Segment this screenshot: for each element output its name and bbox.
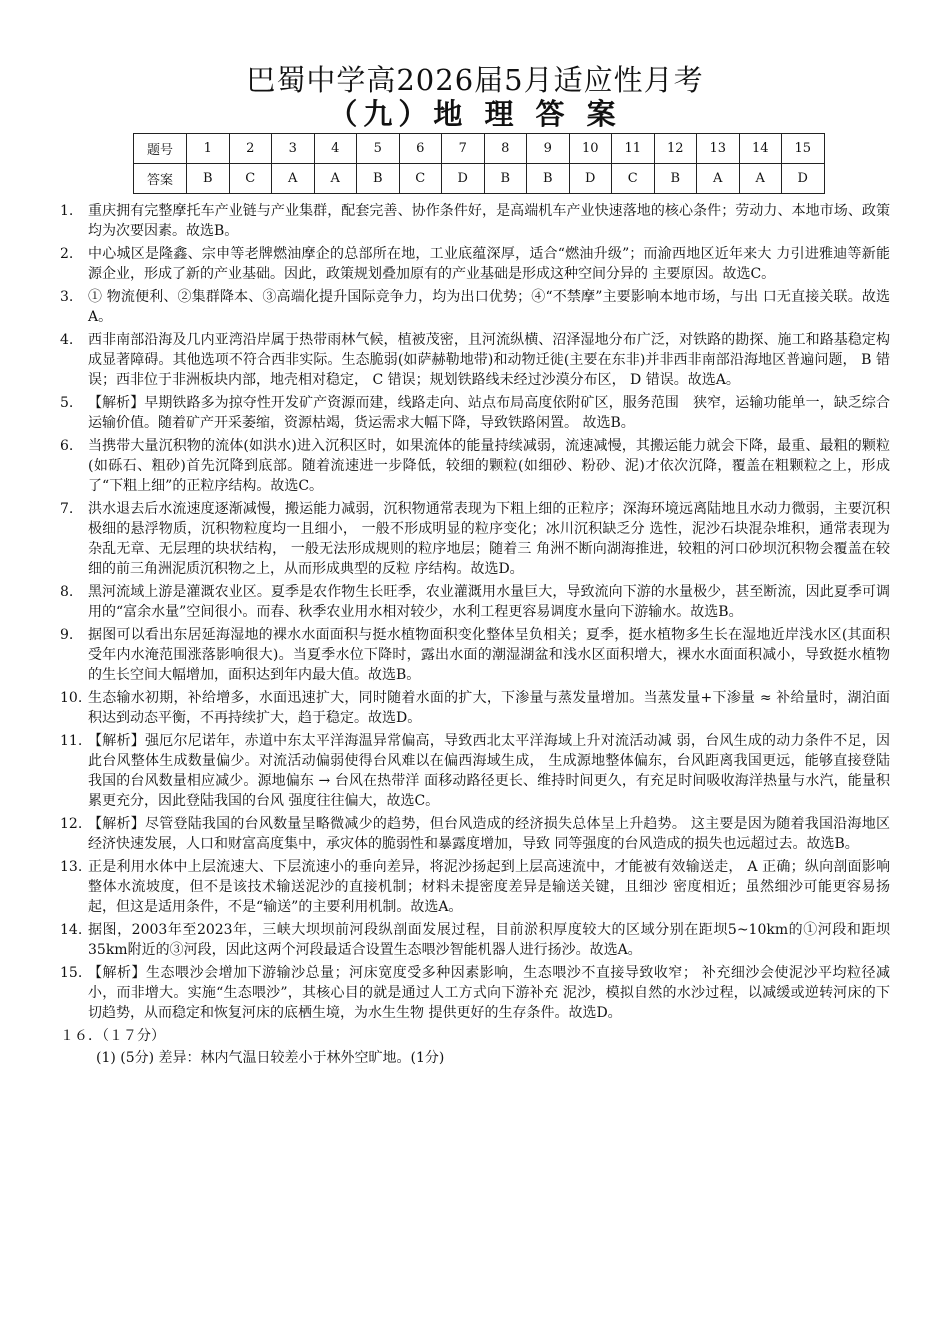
item-number: 10. [60, 690, 83, 706]
question-number: 11 [612, 134, 655, 164]
item-number: 13. [60, 859, 83, 875]
item-text: 据图可以看出东居延海湿地的裸水水面面积与挺水植物面积变化整体呈负相关；夏季，挺水植物多生长在湿地近岸浅水区(其面积受年内水淹范围涨落影响很大)。当夏季水位下降时，露出水面的潮湿湖盆和浅水区面积增大，裸水水面面积减小，导致挺水植物的生长空间大幅增加，面积达到年内最大值。故选B。 [88, 627, 890, 683]
question-number: 12 [654, 134, 697, 164]
question-number: 1 [187, 134, 230, 164]
explanation-item [60, 920, 890, 960]
item-number: 2. [60, 246, 74, 262]
item-text: 【解析】尽管登陆我国的台风数量呈略微减少的趋势，但台风造成的经济损失总体呈上升趋势。 这主要是因为随着我国沿海地区经济快速发展，人口和财富高度集中，承灾体的脆弱性和暴露度增加，导致 同等强度的台风造成的损失也远超过去。故选B。 [88, 816, 890, 852]
answer-table-number-row [134, 134, 825, 164]
item-text: 据图，2003年至2023年，三峡大坝坝前河段纵剖面发展过程，目前淤积厚度较大的区域分别在距坝5~10km的①河段和距坝35km附近的③河段，因此这两个河段最适合设置生态喂沙智能机器人进行扬沙。故选A。 [88, 922, 890, 958]
explanation-item [60, 393, 890, 433]
item-number: 15. [60, 965, 83, 981]
item-text: 正是利用水体中上层流速大、下层流速小的垂向差异，将泥沙扬起到上层高速流中，才能被有效输送走， A 正确；纵向剖面影响整体水流坡度，但不是该技术输送泥沙的直接机制；材料未提密度差异是输送关键，且细沙 密度相近；虽然细沙可能更容易扬起，但这是适用条件，不是“输送”的主要利用机制。故选A。 [88, 859, 890, 915]
explanation-item [60, 731, 890, 811]
explanation-item [60, 582, 890, 622]
table-row-label: 题号 [134, 134, 187, 164]
item-number: 11. [60, 733, 83, 749]
answer-cell: B [654, 164, 697, 194]
answer-cell: A [272, 164, 315, 194]
answer-cell: C [399, 164, 442, 194]
page-title-line1: 巴蜀中学高2026届5月适应性月考 [246, 63, 704, 97]
explanation-item [60, 330, 890, 390]
answer-cell: A [314, 164, 357, 194]
explanation-item [60, 287, 890, 327]
item-number: 8. [60, 584, 74, 600]
question16-part1: (1) (5分) 差异：林内气温日较差小于林外空旷地。(1分) [96, 1050, 445, 1066]
item-text: 【解析】早期铁路多为掠夺性开发矿产资源而建，线路走向、站点布局高度依附矿区，服务范围 狭窄，运输功能单一，缺乏综合运输价值。随着矿产开采萎缩，资源枯竭，货运需求大幅下降，导致铁路闲置。 故选B。 [88, 395, 890, 431]
item-number: 7. [60, 501, 74, 517]
answer-cell: A [739, 164, 782, 194]
answer-cell: D [442, 164, 485, 194]
question-number: 8 [484, 134, 527, 164]
item-number: 3. [60, 289, 74, 305]
question-number: 2 [229, 134, 272, 164]
item-number: 9. [60, 627, 74, 643]
answer-cell: D [782, 164, 825, 194]
item-text: 【解析】强厄尔尼诺年，赤道中东太平洋海温异常偏高，导致西北太平洋海域上升对流活动减 弱，台风生成的动力条件不足，因此台风整体生成数量偏少。对流活动偏弱使得台风难以在偏西海域生成， 生成源地整体偏东，台风距离我国更远，能够直接登陆我国的台风数量相应减少。源地偏东 → 台风在热带洋 面移动路径更长、维持时间更久，有充足时间吸收海洋热量与水汽，能量积累更充分，因此登陆我国的台风 强度往往偏大，故选C。 [88, 733, 890, 809]
item-number: 1. [60, 203, 74, 219]
question-number: 5 [357, 134, 400, 164]
question-number: 15 [782, 134, 825, 164]
item-number: 5. [60, 395, 74, 411]
item-text: 洪水退去后水流速度逐渐减慢，搬运能力减弱，沉积物通常表现为下粗上细的正粒序；深海环境远离陆地且水动力微弱，主要沉积极细的悬浮物质，沉积物粒度均一且细小， 一般不形成明显的粒序变化；冰川沉积缺乏分 选性，泥沙石块混杂堆积，通常表现为杂乱无章、无层理的块状结构， 一般无法形成规则的粒序地层；随着三 角洲不断向湖海推进，较粗的河口砂坝沉积物会覆盖在较细的前三角洲泥质沉积物之上，从而形成典型的反粒 序结构。故选D。 [88, 501, 890, 577]
explanation-item [60, 963, 890, 1023]
question-number: 4 [314, 134, 357, 164]
explanation-item [60, 436, 890, 496]
explanation-item [60, 499, 890, 579]
answer-cell: C [229, 164, 272, 194]
question16-heading: １６．（１７分） [60, 1028, 165, 1044]
item-text: 生态输水初期，补给增多，水面迅速扩大，同时随着水面的扩大，下渗量与蒸发量增加。当蒸发量+下渗量 ≈ 补给量时，湖泊面积达到动态平衡，不再持续扩大，趋于稳定。故选D。 [88, 690, 890, 726]
item-text: 重庆拥有完整摩托车产业链与产业集群，配套完善、协作条件好，是高端机车产业快速落地的核心条件；劳动力、本地市场、政策均为次要因素。故选B。 [88, 203, 890, 239]
item-text: 西非南部沿海及几内亚湾沿岸属于热带雨林气候，植被茂密，且河流纵横、沼泽湿地分布广泛，对铁路的勘探、施工和路基稳定构成显著障碍。其他选项不符合西非实际。生态脆弱(如萨赫勒地带)和动物迁徙(主要在东非)并非西非南部沿海地区普遍问题， B 错误；西非位于非洲板块内部，地壳相对稳定， C 错误；规划铁路线未经过沙漠分布区， D 错误。故选A。 [88, 332, 890, 388]
item-text: 当携带大量沉积物的流体(如洪水)进入沉积区时，如果流体的能量持续减弱，流速减慢，其搬运能力就会下降，最重、最粗的颗粒(如砾石、粗砂)首先沉降到底部。随着流速进一步降低，较细的颗粒(如细砂、粉砂、泥)才依次沉降，覆盖在粗颗粒之上，形成了“下粗上细”的正粒序结构。故选C。 [88, 438, 890, 494]
item-number: 12. [60, 816, 83, 832]
answer-cell: D [569, 164, 612, 194]
item-text: ① 物流便利、②集群降本、③高端化提升国际竞争力，均为出口优势；④“不禁摩”主要影响本地市场，与出 口无直接关联。故选A。 [88, 289, 890, 325]
answer-cell: B [187, 164, 230, 194]
question-number: 6 [399, 134, 442, 164]
item-text: 中心城区是隆鑫、宗申等老牌燃油摩企的总部所在地，工业底蕴深厚，适合“燃油升级”；而渝西地区近年来大 力引进雅迪等新能源企业，形成了新的产业基础。因此，政策规划叠加原有的产业基础是形成这种空间分异的 主要原因。故选C。 [88, 246, 890, 282]
explanation-item [60, 625, 890, 685]
answer-cell: B [527, 164, 570, 194]
explanation-item [60, 857, 890, 917]
item-text: 【解析】生态喂沙会增加下游输沙总量；河床宽度受多种因素影响，生态喂沙不直接导致收窄； 补充细沙会使泥沙平均粒径减小，而非增大。实施“生态喂沙”，其核心目的就是通过人工方式向下游补充 泥沙，模拟自然的水沙过程，以减缓或逆转河床的下切趋势，从而稳定和恢复河床的底栖生境，为水生生物 提供更好的生存条件。故选D。 [88, 965, 890, 1021]
explanation-item [60, 244, 890, 284]
question-number: 14 [739, 134, 782, 164]
item-number: 6. [60, 438, 74, 454]
question-number: 9 [527, 134, 570, 164]
page-title-line2: （九）地 理 答 案 [328, 97, 622, 131]
explanation-item [60, 814, 890, 854]
answer-table [133, 133, 825, 194]
answer-cell: A [697, 164, 740, 194]
question-number: 3 [272, 134, 315, 164]
question-number: 10 [569, 134, 612, 164]
answer-table-answer-row [134, 164, 825, 194]
item-text: 黑河流域上游是灌溉农业区。夏季是农作物生长旺季，农业灌溉用水量巨大，导致流向下游的水量极少，甚至断流，因此夏季可调用的“富余水量”空间很小。而春、秋季农业用水相对较少，水利工程更容易调度水量向下游输水。故选B。 [88, 584, 890, 620]
answer-explanations [60, 201, 890, 1070]
explanation-item [60, 688, 890, 728]
table-row-label: 答案 [134, 164, 187, 194]
question-number: 7 [442, 134, 485, 164]
explanation-item [60, 201, 890, 241]
answer-cell: C [612, 164, 655, 194]
item-number: 14. [60, 922, 83, 938]
item-number: 4. [60, 332, 74, 348]
answer-cell: B [357, 164, 400, 194]
answer-cell: B [484, 164, 527, 194]
question-number: 13 [697, 134, 740, 164]
